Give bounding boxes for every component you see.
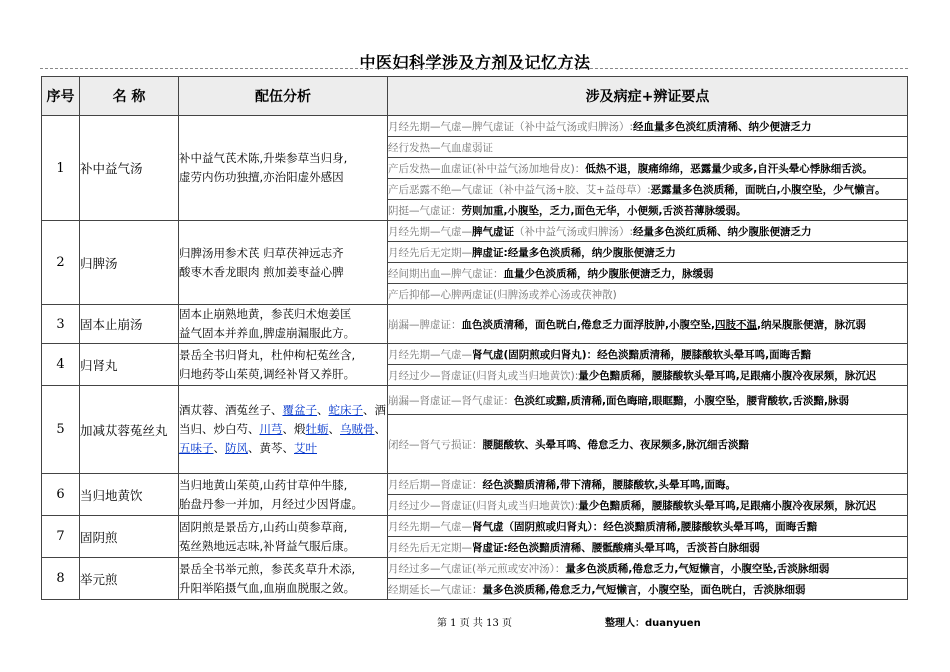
symptom-key: 脾虚证:经量多色淡质稀，纳少腹胀便溏乏力: [472, 246, 676, 259]
symptom-key: 经色淡黯质清稀,带下清稀，腰膝酸软,头晕耳鸣,面晦。: [482, 478, 736, 491]
symptom-cell: [388, 305, 908, 344]
symptom-cell: [388, 365, 908, 386]
symptom-key: 肾虚证:经色淡黯质清稀、腰骶酸痛头晕耳鸣，舌淡苔白脉细弱: [472, 541, 760, 554]
formula-name: 归肾丸: [80, 344, 179, 386]
formula-analysis: [179, 474, 388, 516]
formula-text: 、: [328, 422, 340, 436]
symptom-cell: [388, 537, 908, 558]
formula-analysis: [179, 344, 388, 386]
symptom-cell: [388, 415, 908, 474]
symptom-cell: [388, 200, 908, 221]
formula-text: 当归地黄山茱萸,山药甘草仲牛膝,: [179, 477, 348, 492]
symptom-cell: [388, 474, 908, 495]
title-divider: [40, 68, 908, 69]
formula-text: 、: [213, 441, 225, 455]
symptom-pattern: 崩漏—脾虚证：: [388, 318, 462, 331]
symptom-cell: [388, 263, 908, 284]
symptom-pattern: 月经过少—肾虚证(归肾丸或当归地黄饮):: [388, 499, 579, 512]
symptom-pattern: 月经先期—气虚—脾气虚证（补中益气汤或归脾汤）:: [388, 120, 634, 133]
formula-text: 、黄芩、: [248, 441, 294, 455]
symptom-pattern: 月经先后无定期—: [388, 246, 472, 259]
table-row: [42, 516, 908, 537]
formula-analysis: [179, 558, 388, 600]
symptom-key: 低热不退，腹痛绵绵，恶露量少或多,自汗头晕心悸脉细舌淡。: [585, 162, 873, 175]
formula-text: 、酒当归、炒白芍、: [179, 403, 386, 436]
row-number: 3: [42, 305, 80, 344]
header-num: 序号: [42, 77, 80, 116]
table-row: [42, 558, 908, 579]
symptom-key: 量少色黯质稀，腰膝酸软头晕耳鸣,足跟痛小腹冷夜尿频，脉沉迟: [578, 369, 877, 382]
formula-analysis: [179, 116, 388, 221]
table-row: [42, 221, 908, 242]
formula-text: 归地药苓山茱萸,调经补肾又养肝。: [179, 366, 356, 381]
symptom-pattern: 阴挺—气虚证：: [388, 204, 462, 217]
herb-link[interactable]: 蛇床子: [328, 403, 363, 417]
formula-name: 举元煎: [80, 558, 179, 600]
symptom-pattern: 月经过多—气虚证(举元煎或安冲汤）：: [388, 562, 566, 575]
symptom-cell: [388, 495, 908, 516]
symptom-cell: [388, 221, 908, 242]
formula-name: 补中益气汤: [80, 116, 179, 221]
symptom-key: 经血量多色淡红质清稀、纳少便溏乏力: [633, 120, 812, 133]
herb-link[interactable]: 覆盆子: [282, 403, 317, 417]
symptom-key: 腰腿酸软、头晕耳鸣、倦怠乏力、夜尿频多,脉沉细舌淡黯: [482, 438, 749, 451]
symptom-pattern: 月经先期—气虚—: [388, 348, 472, 361]
symptom-key: 色淡红或黯,质清稀,面色晦暗,眼眶黯，小腹空坠，腰背酸软,舌淡黯,脉弱: [514, 394, 849, 407]
formula-text: 菟丝熟地远志味,补肾益气服后康。: [179, 538, 356, 553]
formula-text: 虚劳内伤功独擅,亦治阳虚外感因: [179, 170, 344, 184]
row-number: 2: [42, 221, 80, 305]
header-symptoms: 涉及病症+辨证要点: [388, 77, 908, 116]
herb-link[interactable]: 艾叶: [294, 441, 317, 455]
formula-name: 固本止崩汤: [80, 305, 179, 344]
symptom-key: 量多色淡质稀,倦怠乏力,气短懒言，小腹空坠，面色晄白，舌淡脉细弱: [482, 583, 806, 596]
symptom-key: 血色淡质清稀，面色晄白,倦怠乏力面浮肢肿,小腹空坠,: [461, 318, 715, 331]
header-name: 名 称: [80, 77, 179, 116]
symptom-cell: [388, 179, 908, 200]
formula-text: 酸枣木香龙眼肉 煎加姜枣益心脾: [179, 264, 344, 279]
symptom-pattern: 月经后期—肾虚证：: [388, 478, 483, 491]
formula-analysis: [179, 516, 388, 558]
row-number: 8: [42, 558, 80, 600]
formula-name: 固阴煎: [80, 516, 179, 558]
symptom-key: 四肢不温: [714, 318, 757, 331]
table-row: [42, 386, 908, 415]
formula-text: 益气固本并养血,脾虚崩漏服此方。: [179, 326, 356, 340]
formula-text: 酒苁蓉、酒菟丝子、: [179, 403, 283, 417]
symptom-pattern: 月经过少—肾虚证(归肾丸或当归地黄饮):: [388, 369, 579, 382]
symptom-key: ,纳呆腹胀便溏，脉沉弱: [756, 318, 866, 331]
row-number: 4: [42, 344, 80, 386]
herb-link[interactable]: 川芎: [259, 422, 283, 436]
symptom-pattern: （补中益气汤或归脾汤）:: [514, 225, 634, 238]
table-header-row: [42, 77, 908, 116]
formula-text: 固阴煎是景岳方,山药山萸参草商,: [179, 519, 348, 534]
formula-text: 景岳全书归肾丸，杜仲枸杞菟丝含,: [179, 347, 356, 362]
symptom-cell: [388, 242, 908, 263]
page-title: 中医妇科学涉及方剂及记忆方法: [359, 53, 591, 72]
formula-text: 补中益气芪术陈,升柴参草当归身,: [179, 151, 348, 165]
formula-table: [41, 76, 908, 600]
symptom-cell: [388, 137, 908, 158]
symptom-pattern: 经行发热—气血虚弱证: [388, 141, 493, 154]
symptom-pattern: 月经先期—气虚—: [388, 225, 472, 238]
formula-text: 升阳举陷摄气血,血崩血脱服之敛。: [179, 580, 356, 595]
symptom-cell: [388, 516, 908, 537]
formula-text: 归脾汤用参术芪 归草茯神远志齐: [179, 245, 344, 260]
symptom-key: 量少色黯质稀，腰膝酸软头晕耳鸣,足跟痛小腹冷夜尿频，脉沉迟: [578, 499, 877, 512]
symptom-pattern: 产后恶露不绝—气虚证（补中益气汤+胶、艾+益母草）:: [388, 183, 651, 196]
table-row: [42, 116, 908, 137]
symptom-pattern: 闭经—肾气亏损证：: [388, 438, 483, 451]
page-number: 第 1 页 共 13 页: [437, 618, 512, 629]
symptom-cell: [388, 344, 908, 365]
symptom-key: 肾气虚(固阴煎或归肾丸)：经色淡黯质清稀，腰膝酸软头晕耳鸣,面晦舌黯: [472, 348, 812, 361]
table-row: [42, 474, 908, 495]
row-number: 5: [42, 386, 80, 474]
symptom-pattern: 经期延长—气虚证：: [388, 583, 483, 596]
symptom-cell: [388, 579, 908, 600]
table-row: [42, 344, 908, 365]
formula-text: 、: [374, 422, 386, 436]
symptom-cell: [388, 116, 908, 137]
symptom-cell: [388, 284, 908, 305]
symptom-pattern: 经间期出血—脾气虚证：: [388, 267, 504, 280]
symptom-pattern: 产后发热—血虚证(补中益气汤加地骨皮)：: [388, 162, 586, 175]
herb-link[interactable]: 牡蛎: [305, 422, 329, 436]
row-number: 6: [42, 474, 80, 516]
formula-text: 、煅: [282, 422, 306, 436]
formula-analysis: [179, 305, 388, 344]
formula-name: 当归地黄饮: [80, 474, 179, 516]
formula-name: 归脾汤: [80, 221, 179, 305]
symptom-pattern: 崩漏—肾虚证—肾气虚证：: [388, 394, 514, 407]
formula-name: 加减苁蓉菟丝丸: [80, 386, 179, 474]
symptom-key: 经量多色淡红质稀、纳少腹胀便溏乏力: [633, 225, 812, 238]
formula-text: 景岳全书举元煎，参芪炙草升术添,: [179, 561, 356, 576]
symptom-pattern: 月经先期—气虚—: [388, 520, 472, 533]
symptom-key: 恶露量多色淡质稀，面晄白,小腹空坠，少气懒言。: [650, 183, 886, 196]
herb-link[interactable]: 乌贼骨: [340, 422, 375, 436]
row-number: 1: [42, 116, 80, 221]
symptom-pattern: 月经先后无定期—: [388, 541, 472, 554]
symptom-key: 脾气虚证: [472, 225, 514, 238]
symptom-key: 量多色淡质稀,倦怠乏力,气短懒言，小腹空坠,舌淡脉细弱: [565, 562, 830, 575]
row-number: 7: [42, 516, 80, 558]
symptom-key: 肾气虚（固阴煎或归肾丸）：经色淡黯质清稀,腰膝酸软头晕耳鸣，面晦舌黯: [472, 520, 818, 533]
compiler-credit: 整理人：duanyuen: [605, 618, 701, 629]
symptom-key: 血量少色淡质稀，纳少腹胀便溏乏力，脉缓弱: [503, 267, 714, 280]
formula-text: 、: [317, 403, 329, 417]
table-row: [42, 305, 908, 344]
symptom-cell: [388, 386, 908, 415]
symptom-pattern: 产后抑郁—心脾两虚证(归脾汤或养心汤或茯神散): [388, 288, 617, 301]
formula-text: 胎盘丹参一并加，月经过少因肾虚。: [179, 496, 363, 511]
symptom-key: 劳则加重,小腹坠，乏力,面色无华，小便频,舌淡苔薄脉缓弱。: [461, 204, 747, 217]
symptom-cell: [388, 558, 908, 579]
formula-analysis: [179, 386, 388, 474]
herb-link[interactable]: 五味子: [179, 441, 214, 455]
symptom-cell: [388, 158, 908, 179]
formula-text: 固本止崩熟地黄，参芪归术炮姜匡: [179, 307, 352, 321]
header-formula: 配伍分析: [179, 77, 388, 116]
herb-link[interactable]: 防风: [225, 441, 248, 455]
formula-analysis: [179, 221, 388, 305]
